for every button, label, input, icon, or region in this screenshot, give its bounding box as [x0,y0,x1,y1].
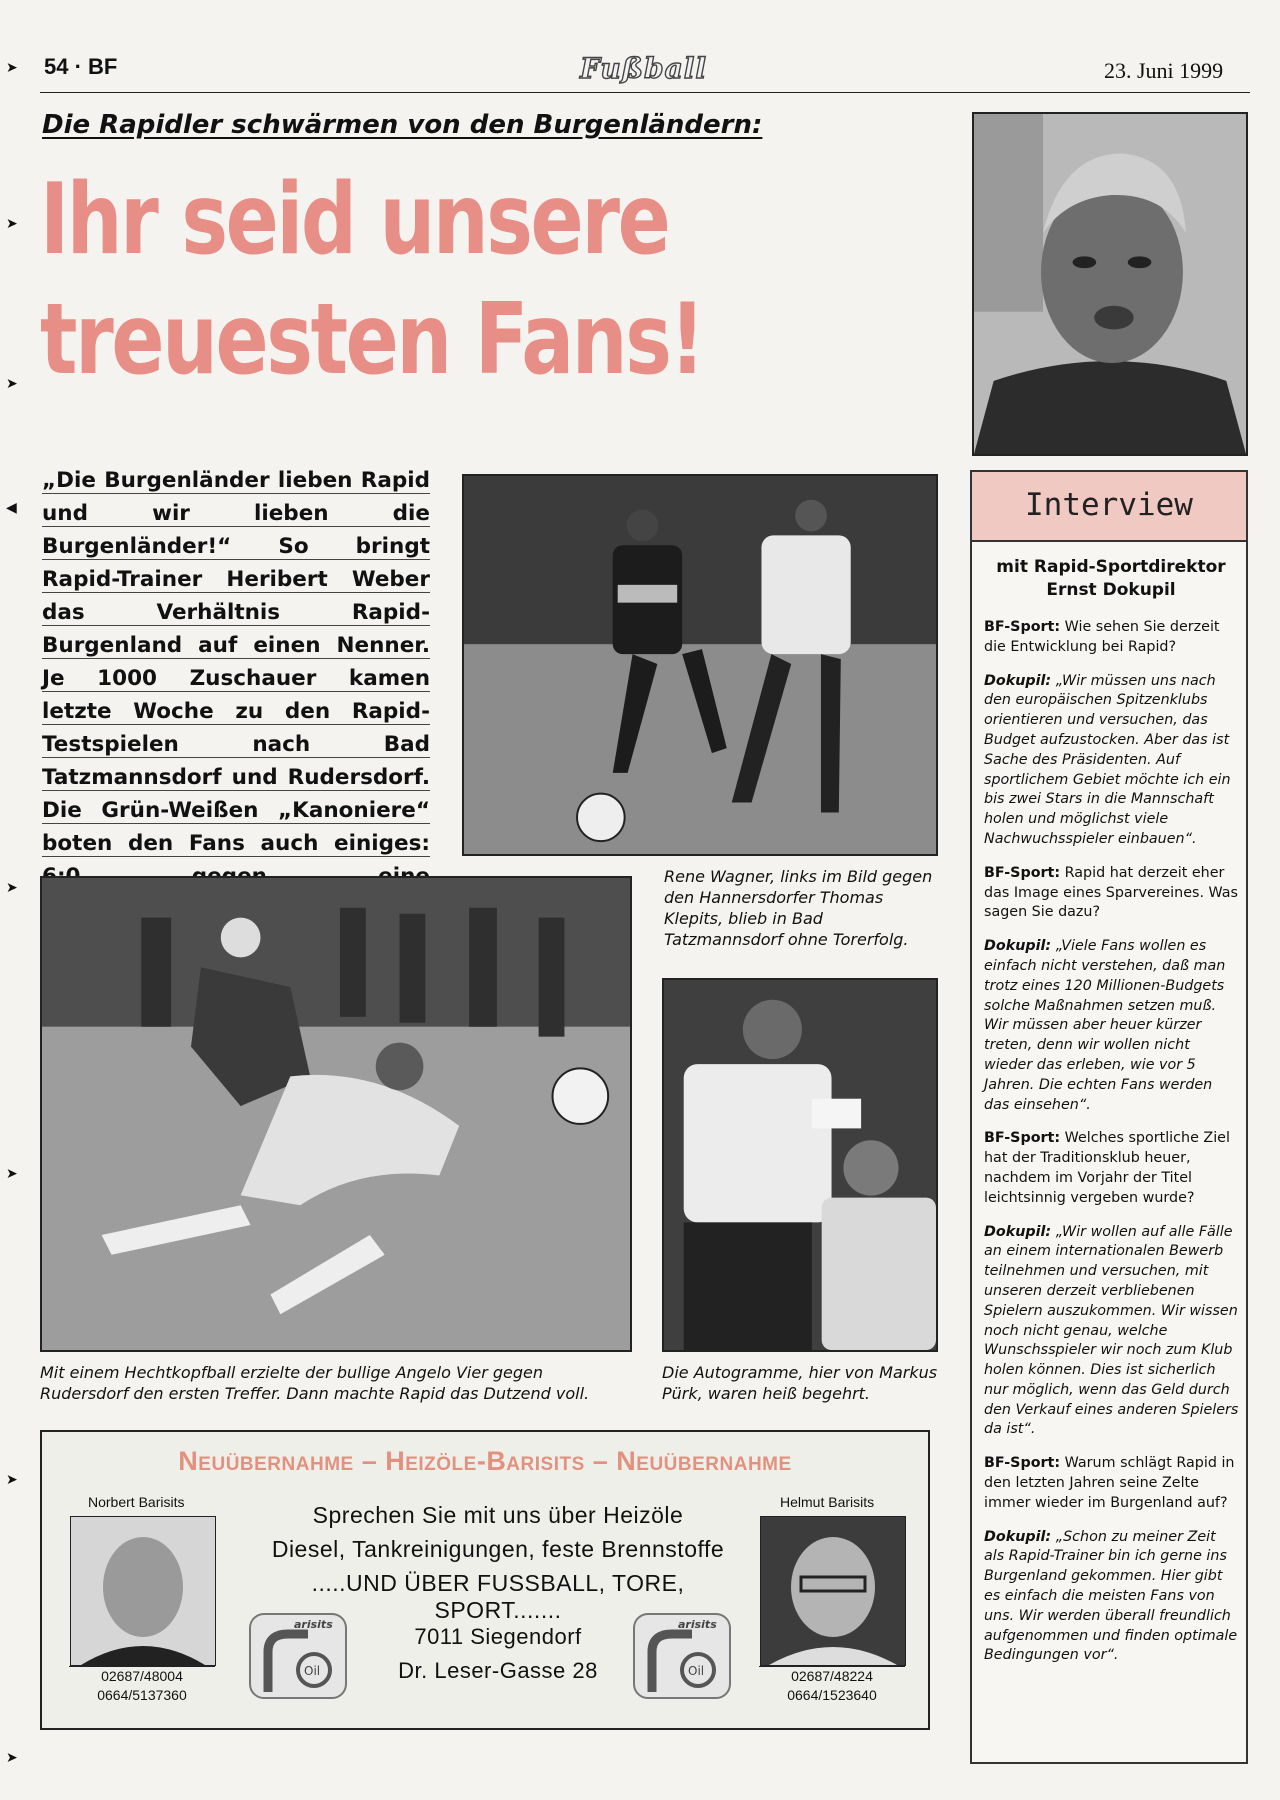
caption-left: Mit einem Hechtkopfball erzielte der bullige Angelo Vier gegen Rudersdorf den ersten Treffer. Dann machte Rapid das Dutzend voll. [40,1363,590,1403]
ad-line-2: Diesel, Tankreinigungen, feste Brennstoffe [271,1536,725,1562]
article-kicker: Die Rapidler schwärmen von den Burgenländern: [42,110,763,140]
answer-label: Dokupil: [984,1223,1052,1240]
logo-text: arisits [294,1618,333,1631]
interview-answer [984,1528,1240,1667]
margin-mark: ➤ [6,376,18,392]
ad-left-portrait [71,1517,215,1665]
question-label: BF-Sport: [984,864,1061,881]
margin-mark: ◀ [6,500,17,516]
ad-address-2: Dr. Leser-Gasse 28 [398,1658,598,1683]
ad-right-phones [759,1666,905,1705]
interview-question [984,1454,1240,1513]
ad-left-name: Norbert Barisits [88,1494,185,1510]
answer-label: Dokupil: [984,938,1052,955]
interview-question [984,1129,1240,1208]
interview-body [984,618,1240,1680]
autograph-illustration [664,980,936,1350]
ad-right-phone-2: 0664/1523640 [787,1687,877,1703]
ad-address-1: 7011 Siegendorf [414,1624,582,1649]
margin-mark: ➤ [6,880,18,896]
match-photo-left [40,876,632,1352]
margin-mark: ➤ [6,60,18,76]
ad-left-phone-2: 0664/5137360 [97,1687,187,1703]
ad-left-phone-1: 02687/48004 [101,1668,183,1684]
interview-answer [984,1223,1240,1441]
answer-text: „Wir wollen auf alle Fälle an einem internationalen Bewerb teilnehmen und versuchen, mit unseren derzeit verbliebenen Spielern auszukommen. Wir wissen noch nicht genau, welche Wunschsspieler wir noch zum Klub holen können. Dies ist sicherlich nur möglich, wenn das Geld durch den Verkauf eines anderen Spielers da ist“. [984,1223,1239,1438]
question-label: BF-Sport: [984,1130,1061,1147]
interview-question [984,618,1240,658]
caption-right: Die Autogramme, hier von Markus Pürk, waren heiß begehrt. [662,1363,938,1403]
interview-title: Interview [972,472,1246,542]
lead-text: „Die Burgenländer lieben Rapid und wir lieben die Burgenländer!“ So bringt Rapid-Trainer Heribert Weber das Verhältnis Rapid-Burgenland auf einen Nenner. Je 1000 Zuschauer kamen letzte Woche zu den Rapid-Testspielen nach Bad Tatzmannsdorf und Rudersdorf. Die Grün-Weißen „Kanoniere“ boten den Fans auch einiges: [42,468,430,956]
autograph-photo [662,978,938,1352]
portrait-illustration [974,114,1246,454]
ad-left-photo [70,1516,216,1666]
match-illustration-top [464,476,936,854]
barisits-oil-logo [632,1612,732,1700]
portrait-photo [972,112,1248,456]
match-photo-top [462,474,938,856]
ad-line-3: .....UND ÜBER FUSSBALL, TORE, SPORT....... [311,1570,685,1623]
section-title: Fußball [580,52,708,85]
ad-right-name: Helmut Barisits [780,1494,875,1510]
issue-date: 23. Juni 1999 [1104,58,1224,83]
answer-text: „Schon zu meiner Zeit als Rapid-Trainer bin ich gerne ins Burgenland gekommen. Hier gibt es einfach die meisten Fans von uns. Wir werden überall freundlich aufgenommen und finden optimale Bedingungen vor“. [984,1528,1238,1664]
barisits-oil-logo [248,1612,348,1700]
logo-text-oil: Oil [688,1664,705,1678]
interview-answer [984,672,1240,850]
header-rule [40,92,1250,93]
ad-right-photo [760,1516,906,1666]
headline-line-1: Ihr seid unsere [40,163,669,277]
ad-right-phone-1: 02687/48224 [791,1668,873,1684]
logo-text-oil: Oil [304,1664,321,1678]
answer-text: „Wir müssen uns nach den europäischen Spitzenklubs orientieren und versuchen, das Budget aufzustocken. Aber das ist Sache des Präsidenten. Auf sportlichem Gebiet möchte ich ein bis zwei Stars in die Mannschaft holen und möglichst viele Nachwuchsspieler einbauen“. [984,672,1231,847]
headline-line-2: treuesten Fans! [40,283,703,397]
logo-text: arisits [678,1618,717,1631]
caption-top: Rene Wagner, links im Bild gegen den Hannersdorfer Thomas Klepits, blieb in Bad Tatzmannsdorf ohne Torerfolg. [664,867,933,949]
answer-text: „Viele Fans wollen es einfach nicht verstehen, daß man trotz eines 120 Millionen-Budgets solche Maßnahmen setzen muß. Wir müssen aber heuer kürzer treten, denn wir wollen nicht wieder das erleben, wie vor 5 Jahren. Die echten Fans werden das einsehen“. [984,938,1226,1113]
interview-box [970,470,1248,1764]
margin-mark: ➤ [6,1750,18,1766]
answer-label: Dokupil: [984,1528,1052,1545]
ad-left-phones [69,1666,215,1705]
ad-line-1: Sprechen Sie mit uns über Heizöle [312,1502,684,1528]
margin-mark: ➤ [6,1472,18,1488]
interview-question [984,864,1240,923]
page-number: 54 · BF [44,54,118,79]
question-text: Wie sehen Sie derzeit die Entwicklung bei Rapid? [984,619,1220,655]
interview-subtitle: mit Rapid-Sportdirektor Ernst Dokupil [996,557,1226,600]
question-text: Welches sportliche Ziel hat der Traditionsklub heuer, nachdem im Vorjahr der Titel leichtsinnig vergeben wurde? [984,1130,1230,1206]
question-label: BF-Sport: [984,1455,1061,1472]
match-illustration-left [42,878,630,1350]
ad-right-portrait [761,1517,905,1665]
advertisement [40,1430,930,1730]
answer-label: Dokupil: [984,672,1052,689]
margin-mark: ➤ [6,216,18,232]
ad-title: Neuübernahme – Heizöle-Barisits – Neuübernahme [178,1446,792,1476]
question-text: Warum schlägt Rapid in den letzten Jahren seine Zelte immer wieder im Burgenland auf? [984,1455,1235,1511]
question-text: Rapid hat derzeit eher das Image eines Sparvereines. Was sagen Sie dazu? [984,864,1238,921]
question-label: BF-Sport: [984,619,1061,635]
interview-answer [984,937,1240,1115]
margin-mark: ➤ [6,1166,18,1182]
article-headline [40,160,776,400]
